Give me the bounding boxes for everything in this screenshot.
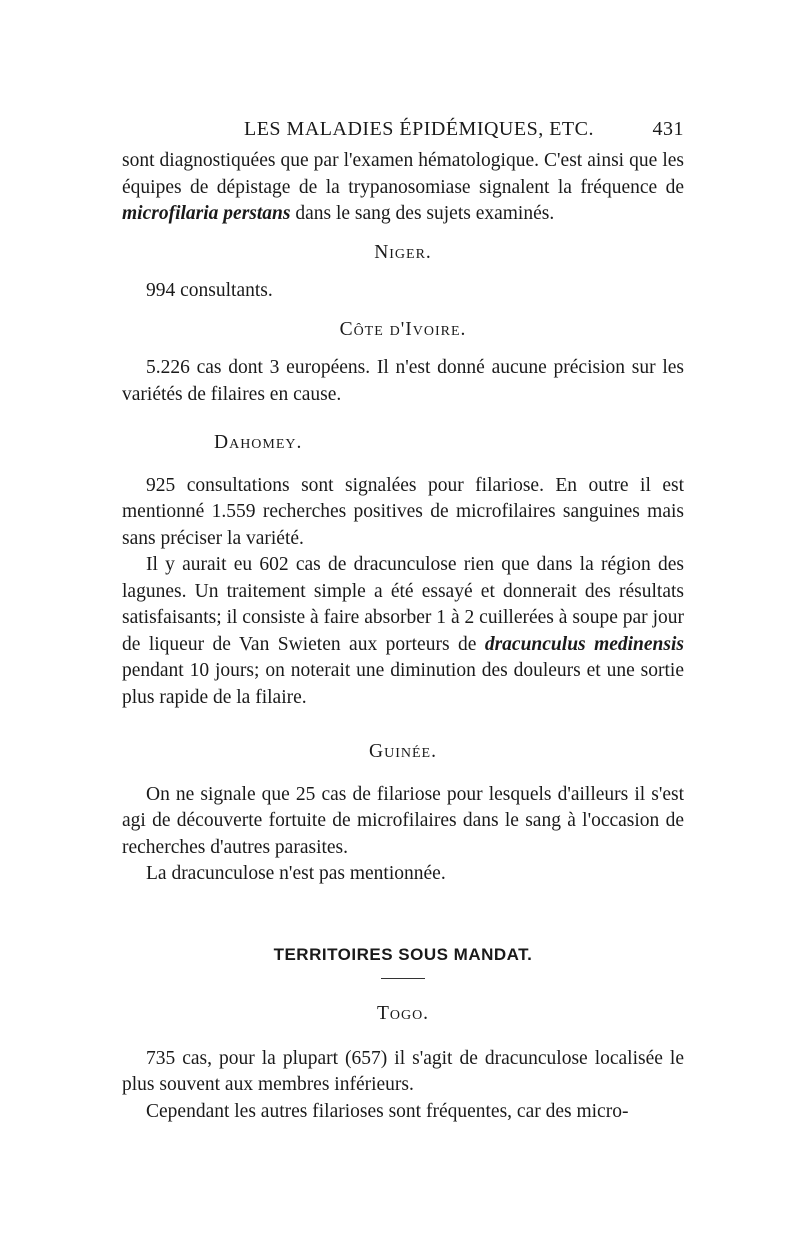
guinee-paragraph-2: La dracunculose n'est pas mentionnée. xyxy=(146,863,446,884)
guinee-paragraph-1: On ne signale que 25 cas de filariose pour lesquels d'ailleurs il s'est agi de découverte fortuite de microfilaires dans le sang à l'occasion de recherches d'autres parasites. xyxy=(122,783,684,858)
niger-text: 994 consultants. xyxy=(146,280,273,301)
cote-heading: Côte d'Ivoire. xyxy=(339,318,467,340)
intro-paragraph xyxy=(122,148,684,228)
intro-species: microfilaria perstans xyxy=(122,203,291,224)
intro-text: sont diagnostiquées que par l'examen hématologique. C'est ainsi que les équipes de dépistage de la trypanosomiase signalent la fréquence de xyxy=(122,150,684,198)
page-number: 431 xyxy=(652,118,684,140)
dahomey-paragraph-2 xyxy=(122,552,684,711)
dahomey-heading: Dahomey. xyxy=(214,432,303,453)
niger-heading: Niger. xyxy=(374,241,432,263)
intro-end: dans le sang des sujets examinés. xyxy=(295,203,555,224)
cote-text: 5.226 cas dont 3 européens. Il n'est donné aucune précision sur les variétés de filaires en cause. xyxy=(122,357,684,405)
dahomey-paragraph-1: 925 consultations sont signalées pour filariose. En outre il est mentionné 1.559 recherches positives de microfilaires sanguines mais sans préciser la variété. xyxy=(122,474,684,549)
guinee-heading: Guinée. xyxy=(369,741,437,762)
running-head-title: LES MALADIES ÉPIDÉMIQUES, ETC. xyxy=(244,118,594,140)
togo-paragraph-2: Cependant les autres filarioses sont fréquentes, car des micro- xyxy=(146,1100,629,1122)
togo-heading: Togo. xyxy=(376,1003,430,1024)
section-rule xyxy=(381,978,425,979)
togo-paragraph-1: 735 cas, pour la plupart (657) il s'agit de dracunculose localisée le plus souvent aux membres inférieurs. xyxy=(122,1047,684,1095)
territoires-title: TERRITOIRES SOUS MANDAT. xyxy=(273,944,533,964)
body-text xyxy=(122,148,684,1125)
dahomey-p2-end: pendant 10 jours; on noterait une diminution des douleurs et une sortie plus rapide de la filaire. xyxy=(122,660,684,708)
dahomey-species: dracunculus medinensis xyxy=(484,633,685,655)
dahomey-p2-start: Il y aurait eu 602 cas de dracunculose rien que dans la région des lagunes. Un traitement simple a été essayé et donnerait des résultats satisfaisants; il consiste à faire absorber 1 à 2 cuillerées à soupe par jour de liqueur de Van Swieten aux porteurs de xyxy=(122,554,684,655)
